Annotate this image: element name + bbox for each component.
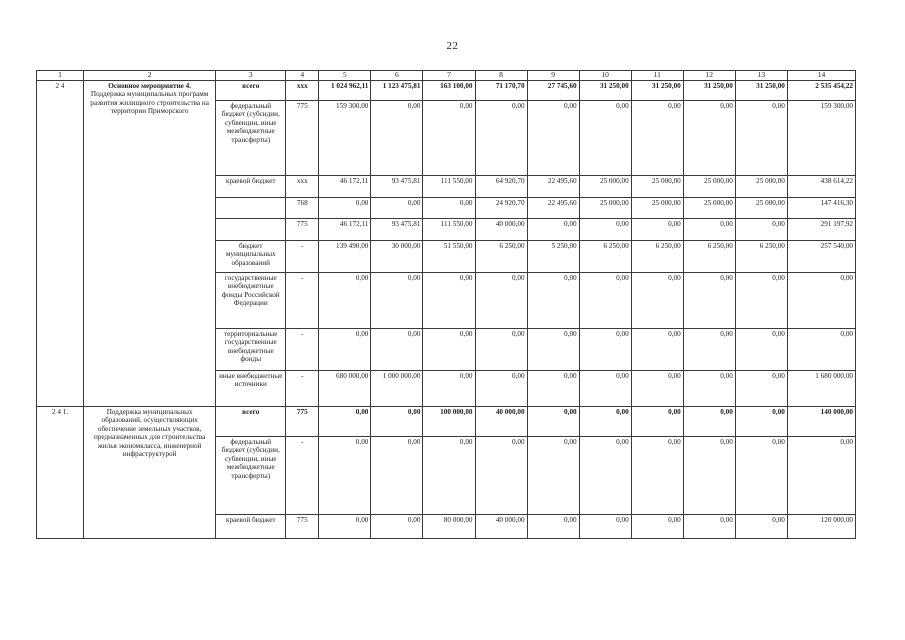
- value-cell: 0,00: [423, 198, 475, 219]
- code-cell: -: [286, 241, 319, 273]
- value-cell: 0,00: [579, 329, 631, 371]
- value-cell: 0,00: [683, 101, 735, 176]
- value-cell: 0,00: [735, 371, 787, 407]
- value-cell: 25 000,00: [579, 198, 631, 219]
- value-cell: 0,00: [631, 407, 683, 437]
- funding-source-cell: краевой бюджет: [216, 176, 286, 198]
- value-cell: 163 100,00: [423, 81, 475, 101]
- value-cell: 0,00: [631, 273, 683, 329]
- value-cell: 0,00: [579, 273, 631, 329]
- value-cell: 159 300,00: [787, 101, 855, 176]
- value-cell: 40 000,00: [475, 515, 527, 539]
- funding-source-cell: федеральный бюджет (субсидии, субвенции, иные межбюджетные трансферты): [216, 437, 286, 515]
- value-cell: 0,00: [475, 329, 527, 371]
- value-cell: 0,00: [579, 219, 631, 241]
- value-cell: 100 000,00: [423, 407, 475, 437]
- value-cell: 22 495,60: [527, 176, 579, 198]
- value-cell: 0,00: [423, 101, 475, 176]
- value-cell: 25 000,00: [683, 198, 735, 219]
- value-cell: 0,00: [787, 437, 855, 515]
- value-cell: 0,00: [527, 219, 579, 241]
- header-cell: 10: [579, 71, 631, 81]
- value-cell: 0,00: [683, 437, 735, 515]
- value-cell: 93 475,81: [371, 176, 423, 198]
- value-cell: 2 535 454,22: [787, 81, 855, 101]
- value-cell: 1 000 000,00: [371, 371, 423, 407]
- header-cell: 4: [286, 71, 319, 81]
- value-cell: 0,00: [319, 437, 371, 515]
- value-cell: 0,00: [735, 273, 787, 329]
- item-description: Поддержка муниципальных образований, осуществляющих обеспечение земельных участков, предназначенных для строительства жилья экономкласса, инженерной инфраструктурой: [93, 408, 206, 459]
- value-cell: 31 250,00: [683, 81, 735, 101]
- value-cell: 140 000,00: [787, 407, 855, 437]
- code-cell: ххх: [286, 81, 319, 101]
- code-cell: ххх: [286, 176, 319, 198]
- value-cell: 0,00: [735, 515, 787, 539]
- code-cell: 775: [286, 101, 319, 176]
- value-cell: 25 000,00: [735, 198, 787, 219]
- value-cell: 0,00: [683, 407, 735, 437]
- value-cell: 25 000,00: [735, 176, 787, 198]
- value-cell: 0,00: [683, 219, 735, 241]
- header-cell: 11: [631, 71, 683, 81]
- value-cell: 0,00: [527, 101, 579, 176]
- value-cell: 0,00: [319, 329, 371, 371]
- value-cell: 0,00: [683, 515, 735, 539]
- header-cell: 1: [37, 71, 84, 81]
- value-cell: 0,00: [579, 371, 631, 407]
- value-cell: 40 000,00: [475, 219, 527, 241]
- value-cell: 0,00: [683, 329, 735, 371]
- value-cell: 25 000,00: [683, 176, 735, 198]
- value-cell: 0,00: [683, 371, 735, 407]
- value-cell: 6 250,00: [475, 241, 527, 273]
- item-number-cell: 2 4: [37, 81, 84, 407]
- value-cell: 0,00: [319, 407, 371, 437]
- value-cell: 0,00: [527, 371, 579, 407]
- value-cell: 111 550,00: [423, 176, 475, 198]
- value-cell: 0,00: [735, 101, 787, 176]
- value-cell: 22 495,60: [527, 198, 579, 219]
- value-cell: 0,00: [371, 407, 423, 437]
- table-row: [37, 407, 856, 437]
- budget-table: [36, 70, 856, 539]
- value-cell: 0,00: [735, 407, 787, 437]
- value-cell: 438 614,22: [787, 176, 855, 198]
- value-cell: 0,00: [631, 329, 683, 371]
- code-cell: -: [286, 371, 319, 407]
- value-cell: 64 920,70: [475, 176, 527, 198]
- value-cell: 1 123 475,81: [371, 81, 423, 101]
- value-cell: 5 250,00: [527, 241, 579, 273]
- value-cell: 46 172,11: [319, 219, 371, 241]
- header-cell: 8: [475, 71, 527, 81]
- code-cell: -: [286, 273, 319, 329]
- funding-source-cell: всего: [216, 81, 286, 101]
- value-cell: 31 250,00: [631, 81, 683, 101]
- table-row: [37, 81, 856, 101]
- header-cell: 5: [319, 71, 371, 81]
- header-cell: 12: [683, 71, 735, 81]
- value-cell: 0,00: [423, 371, 475, 407]
- funding-source-cell: территориальные государственные внебюджетные фонды: [216, 329, 286, 371]
- value-cell: 291 197,92: [787, 219, 855, 241]
- value-cell: 0,00: [423, 437, 475, 515]
- value-cell: 24 920,70: [475, 198, 527, 219]
- value-cell: 25 000,00: [579, 176, 631, 198]
- value-cell: 0,00: [527, 437, 579, 515]
- value-cell: 0,00: [423, 273, 475, 329]
- value-cell: 0,00: [787, 329, 855, 371]
- value-cell: 0,00: [579, 101, 631, 176]
- value-cell: 0,00: [371, 515, 423, 539]
- value-cell: 0,00: [527, 515, 579, 539]
- value-cell: 6 250,00: [579, 241, 631, 273]
- funding-source-cell: государственные внебюджетные фонды Российской Федерации: [216, 273, 286, 329]
- value-cell: 0,00: [631, 219, 683, 241]
- header-cell: 6: [371, 71, 423, 81]
- page-number: 22: [446, 40, 459, 52]
- value-cell: 25 000,00: [631, 176, 683, 198]
- header-cell: 3: [216, 71, 286, 81]
- value-cell: 0,00: [319, 273, 371, 329]
- header-cell: 14: [787, 71, 855, 81]
- item-description-cell: [84, 81, 216, 407]
- value-cell: 0,00: [371, 101, 423, 176]
- code-cell: 775: [286, 219, 319, 241]
- value-cell: 0,00: [735, 219, 787, 241]
- code-cell: -: [286, 437, 319, 515]
- code-cell: 775: [286, 515, 319, 539]
- value-cell: 71 170,70: [475, 81, 527, 101]
- value-cell: 0,00: [579, 515, 631, 539]
- value-cell: 0,00: [631, 515, 683, 539]
- value-cell: 257 540,00: [787, 241, 855, 273]
- code-cell: -: [286, 329, 319, 371]
- item-title: Основное мероприятие 4.: [108, 82, 192, 90]
- value-cell: 0,00: [319, 198, 371, 219]
- header-cell: 9: [527, 71, 579, 81]
- value-cell: 30 000,00: [371, 241, 423, 273]
- item-number-cell: 2 4 1.: [37, 407, 84, 539]
- item-description-cell: [84, 407, 216, 539]
- funding-source-cell: федеральный бюджет (субсидии, субвенции, иные межбюджетные трансферты): [216, 101, 286, 176]
- item-description: Поддержка муниципальных программ развития жилищного строительства на территории Приморского: [90, 90, 209, 116]
- funding-source-cell: краевой бюджет: [216, 515, 286, 539]
- value-cell: 0,00: [475, 371, 527, 407]
- value-cell: 0,00: [475, 273, 527, 329]
- header-cell: 2: [84, 71, 216, 81]
- value-cell: 51 550,00: [423, 241, 475, 273]
- funding-source-cell: бюджет муниципальных образований: [216, 241, 286, 273]
- value-cell: 46 172,11: [319, 176, 371, 198]
- value-cell: 0,00: [527, 329, 579, 371]
- value-cell: 0,00: [631, 101, 683, 176]
- value-cell: 120 000,00: [787, 515, 855, 539]
- value-cell: 6 250,00: [735, 241, 787, 273]
- value-cell: 0,00: [371, 198, 423, 219]
- value-cell: 0,00: [631, 437, 683, 515]
- code-cell: 768: [286, 198, 319, 219]
- value-cell: 0,00: [319, 515, 371, 539]
- value-cell: 0,00: [371, 329, 423, 371]
- value-cell: 6 250,00: [631, 241, 683, 273]
- header-cell: 7: [423, 71, 475, 81]
- value-cell: 1 024 962,11: [319, 81, 371, 101]
- value-cell: 1 680 000,00: [787, 371, 855, 407]
- value-cell: 159 300,00: [319, 101, 371, 176]
- funding-source-cell: [216, 198, 286, 219]
- value-cell: 0,00: [527, 407, 579, 437]
- funding-source-cell: [216, 219, 286, 241]
- budget-table-body: [37, 71, 856, 539]
- value-cell: 40 000,00: [475, 407, 527, 437]
- code-cell: 775: [286, 407, 319, 437]
- value-cell: 147 416,30: [787, 198, 855, 219]
- value-cell: 27 745,60: [527, 81, 579, 101]
- funding-source-cell: всего: [216, 407, 286, 437]
- value-cell: 139 490,00: [319, 241, 371, 273]
- value-cell: 25 000,00: [631, 198, 683, 219]
- value-cell: 93 475,81: [371, 219, 423, 241]
- header-cell: 13: [735, 71, 787, 81]
- value-cell: 0,00: [475, 437, 527, 515]
- value-cell: 0,00: [527, 273, 579, 329]
- value-cell: 0,00: [735, 437, 787, 515]
- value-cell: 0,00: [787, 273, 855, 329]
- value-cell: 0,00: [735, 329, 787, 371]
- value-cell: 0,00: [579, 437, 631, 515]
- value-cell: 0,00: [371, 273, 423, 329]
- value-cell: 0,00: [475, 101, 527, 176]
- value-cell: 0,00: [683, 273, 735, 329]
- header-row: [37, 71, 856, 81]
- value-cell: 111 550,00: [423, 219, 475, 241]
- value-cell: 0,00: [579, 407, 631, 437]
- value-cell: 680 000,00: [319, 371, 371, 407]
- value-cell: 0,00: [631, 371, 683, 407]
- funding-source-cell: иные внебюджетные источники: [216, 371, 286, 407]
- value-cell: 6 250,00: [683, 241, 735, 273]
- value-cell: 80 000,00: [423, 515, 475, 539]
- value-cell: 0,00: [371, 437, 423, 515]
- value-cell: 31 250,00: [735, 81, 787, 101]
- value-cell: 31 250,00: [579, 81, 631, 101]
- value-cell: 0,00: [423, 329, 475, 371]
